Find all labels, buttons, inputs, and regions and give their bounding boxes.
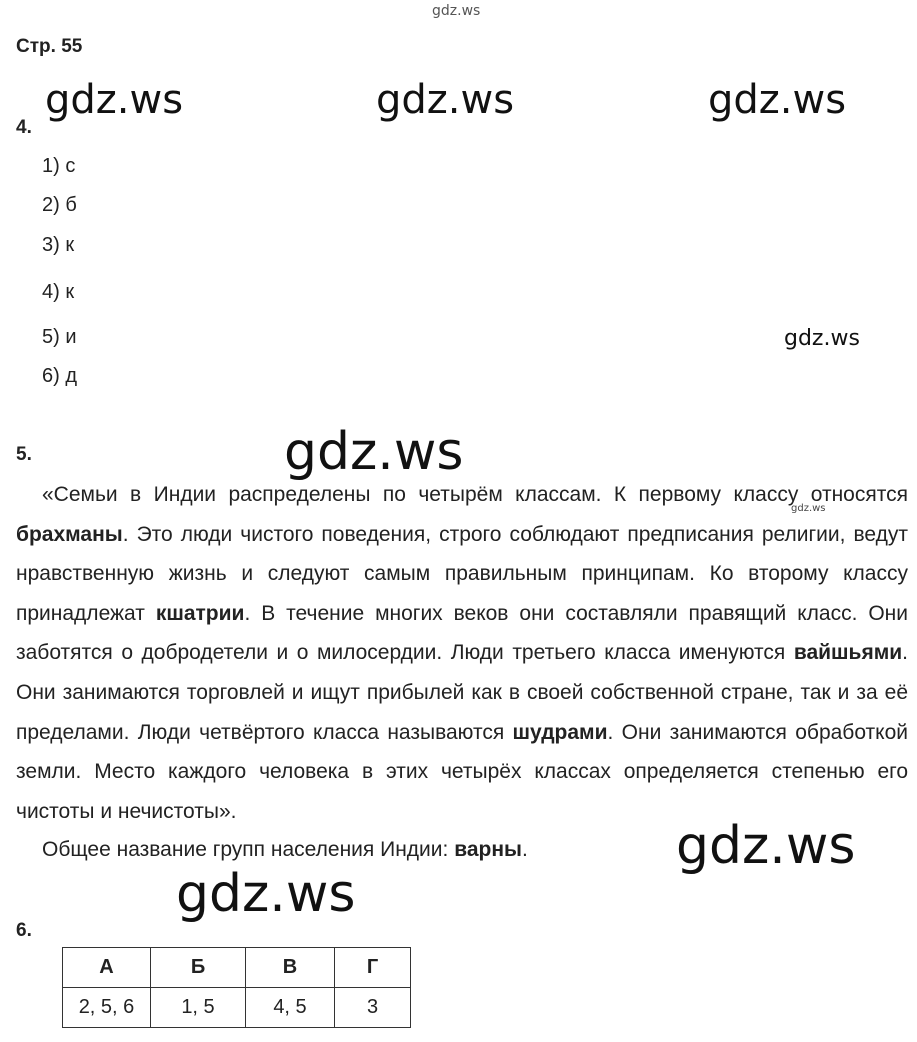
watermark-bottom-right: gdz.ws (676, 816, 856, 876)
table-cell: 1, 5 (151, 988, 246, 1028)
term-vaishyas: вайшьями (793, 641, 903, 665)
page-reference: Стр. 55 (16, 36, 83, 57)
watermark-bottom-left: gdz.ws (176, 864, 356, 924)
task-5-number: 5. (16, 444, 32, 465)
summary-suffix: . (521, 838, 528, 861)
watermark-header-right: gdz.ws (708, 77, 847, 123)
table-cell: 2, 5, 6 (63, 988, 151, 1028)
table-header-cell: В (246, 948, 335, 988)
quote-part-3: . В течение многих веков они составляли правящий класс. Они заботятся о добродетели и о милосердии. Люди третьего класса именуются (16, 601, 908, 665)
quote-part-5: . Они занимаются обработкой земли. Место каждого человека в этих четырёх классах определяется степенью его чистоты и нечистоты». (16, 720, 908, 823)
table-header-row (63, 948, 411, 988)
task-4-answer-2: 2) б (42, 194, 77, 216)
task-5-summary (42, 838, 528, 862)
term-shudras: шудрами (512, 720, 608, 744)
table-row (63, 988, 411, 1028)
table-cell: 4, 5 (246, 988, 335, 1028)
task-4-answer-6: 6) д (42, 365, 78, 387)
watermark-header-left: gdz.ws (45, 77, 184, 123)
watermark-task5: gdz.ws (284, 422, 464, 482)
task-4-answer-1: 1) с (42, 155, 76, 177)
quote-part-1: «Семьи в Индии распределены по четырём классам. К первому классу относятся (42, 483, 908, 506)
table-header-cell: Б (151, 948, 246, 988)
watermark-header-center: gdz.ws (376, 77, 515, 123)
task-4-answer-4: 4) к (42, 281, 75, 303)
watermark-tiny: gdz.ws (791, 503, 826, 514)
summary-prefix: Общее название групп населения Индии: (42, 838, 455, 861)
task-4-answer-5: 5) и (42, 326, 77, 348)
task-5-quote (16, 475, 908, 831)
table-header-cell: А (63, 948, 151, 988)
summary-answer: варны (454, 838, 522, 861)
task-6-number: 6. (16, 920, 32, 941)
table-cell: 3 (335, 988, 411, 1028)
table-header-cell: Г (335, 948, 411, 988)
quote-part-2: . Это люди чистого поведения, строго соблюдают предписания религии, ведут нравственную жизнь и следуют самым правильным принципам. Ко второму классу принадлежат (16, 522, 908, 625)
quote-part-4: . Они занимаются торговлей и ищут прибылей как в своей собственной стране, так и за её пределами. Люди четвёртого класса называются (16, 641, 908, 744)
task-4-answer-3: 3) к (42, 234, 75, 256)
watermark-top: gdz.ws (432, 3, 481, 19)
task-4-number: 4. (16, 117, 32, 138)
term-brahmins: брахманы (16, 522, 123, 546)
task-6-answer-table (62, 947, 411, 1028)
watermark-right-small: gdz.ws (784, 326, 860, 351)
term-kshatriyas: кшатрии (155, 601, 245, 625)
